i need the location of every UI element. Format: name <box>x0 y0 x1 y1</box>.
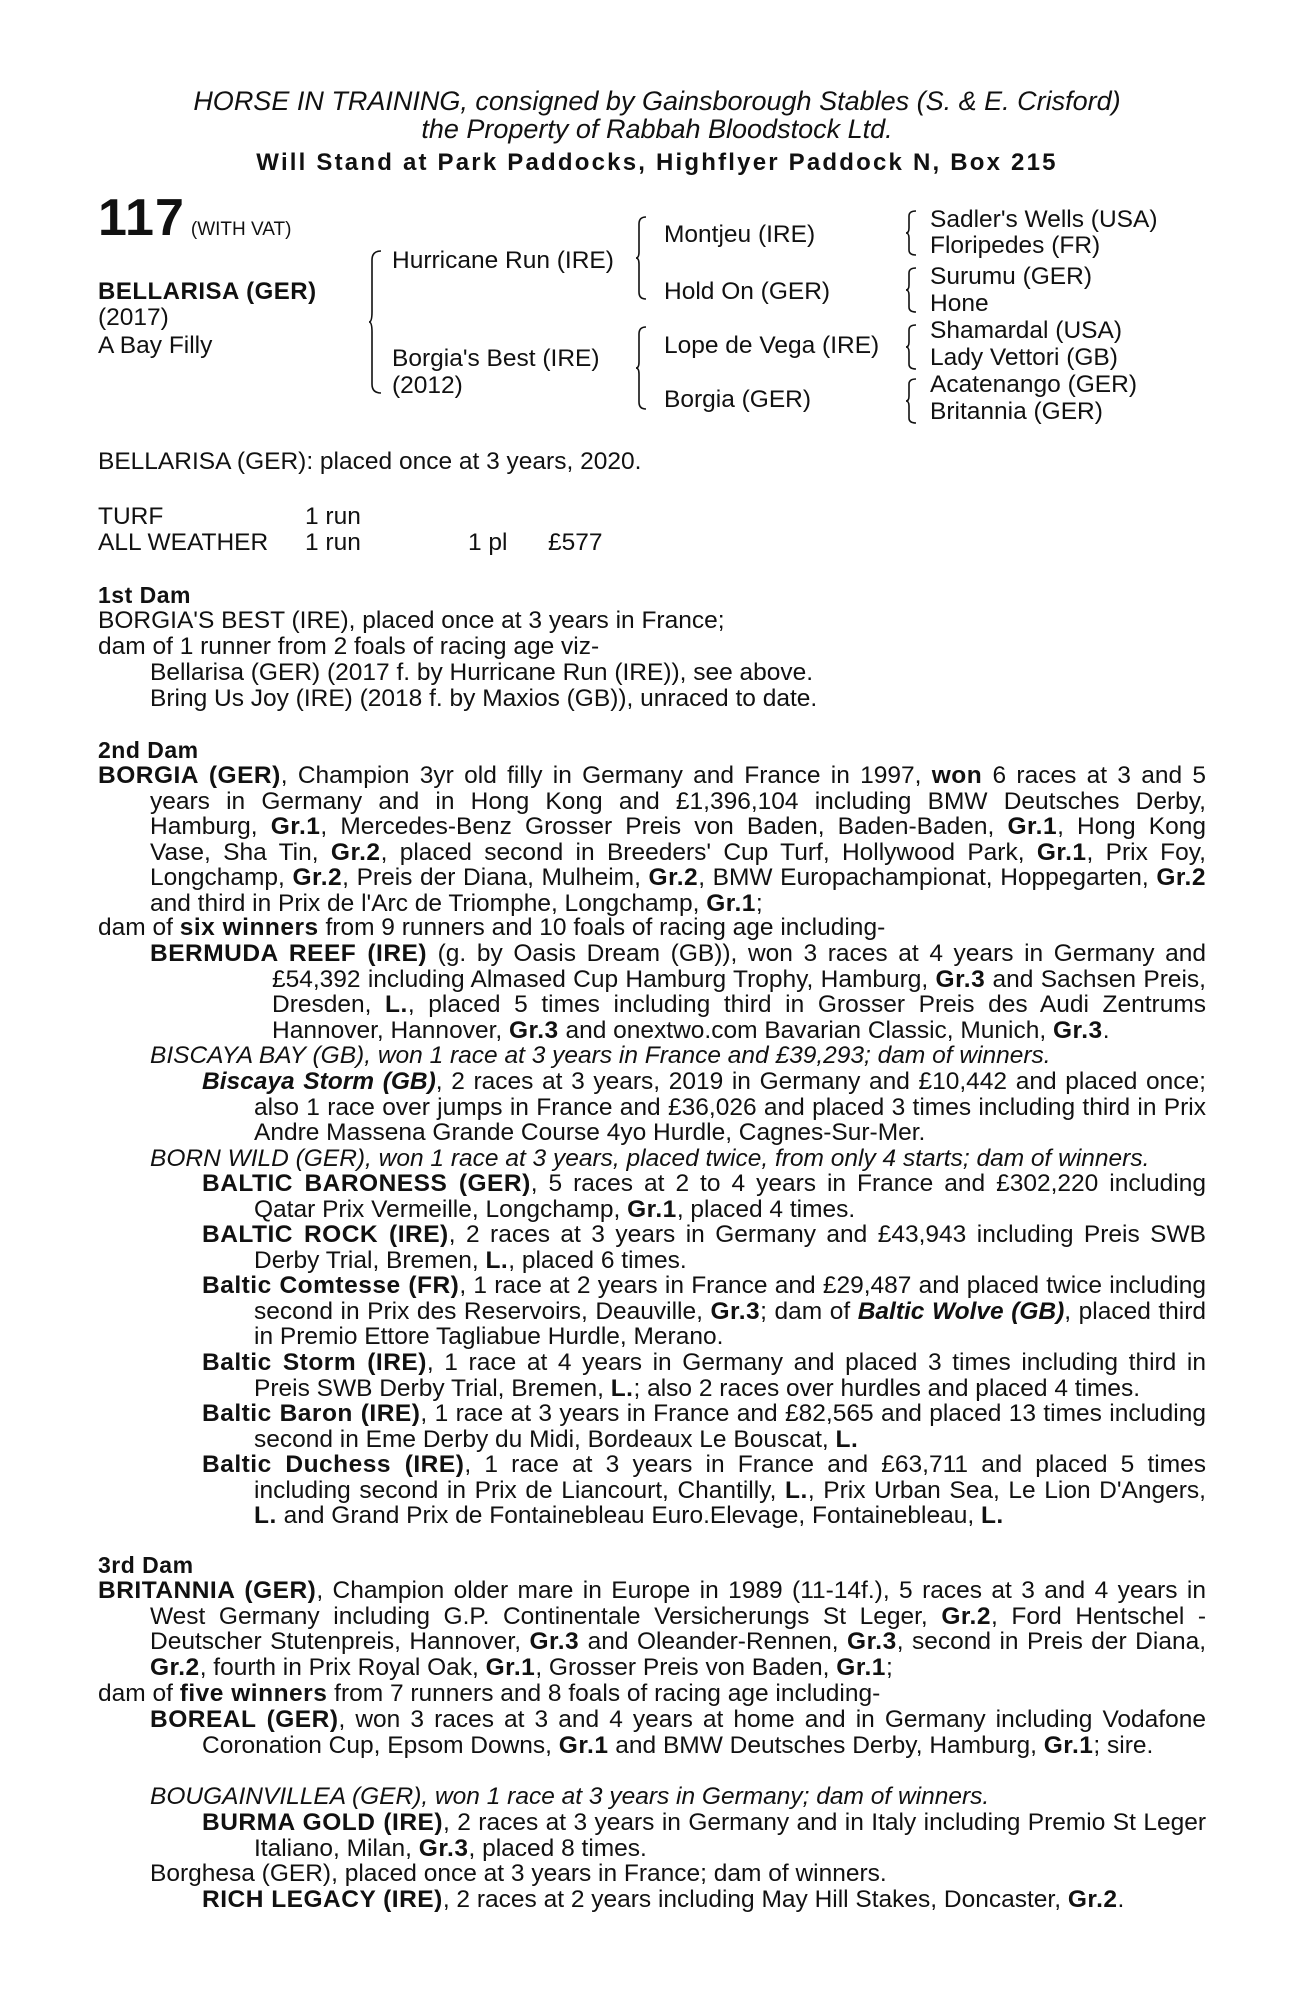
horse-name: BELLARISA (GER) <box>98 278 317 305</box>
pedigree-dam-sire: Lope de Vega (IRE) <box>664 332 880 359</box>
pedigree-bracket-main <box>369 250 383 394</box>
first-dam-produce-intro: dam of 1 runner from 2 foals of racing age viz- <box>98 633 600 660</box>
vat-label: (WITH VAT) <box>190 219 292 240</box>
third-dam-name: BRITANNIA (GER) <box>98 1577 317 1604</box>
consignor-line: HORSE IN TRAINING, consigned by Gainsborough Stables (S. & E. Crisford) <box>193 86 1121 116</box>
pedigree-bracket-g2 <box>906 267 918 313</box>
pedigree-sire: Hurricane Run (IRE) <box>392 247 614 274</box>
first-dam-heading: 1st Dam <box>98 582 191 608</box>
baltic-comtesse-entry: Baltic Comtesse (FR), 1 race at 2 years in France and £29,487 and placed twice including second in Prix des Reservoirs, Deauville, Gr.3; dam of Baltic Wolve (GB), placed third in Premio Ettore Tagliabue Hurdle, Merano. <box>202 1272 1207 1351</box>
aw-prize: £577 <box>548 529 603 556</box>
pedigree-g2: Floripedes (FR) <box>930 232 1101 259</box>
turf-label: TURF <box>98 503 164 530</box>
pedigree-bracket-g3 <box>906 324 918 370</box>
pedigree-bracket-dam <box>636 326 648 410</box>
baltic-baron-entry: Baltic Baron (IRE), 1 race at 3 years in France and £82,565 and placed 13 times including second in Eme Derby du Midi, Bordeaux Le Bouscat, L. <box>202 1400 1206 1453</box>
pedigree-dam: Borgia's Best (IRE) <box>392 345 600 372</box>
second-dam-name: BORGIA (GER) <box>98 762 281 789</box>
second-dam-produce-intro: dam of six winners from 9 runners and 10 foals of racing age including- <box>98 914 886 941</box>
pedigree-g3: Surumu (GER) <box>930 263 1093 290</box>
first-dam-produce-2: Bring Us Joy (IRE) (2018 f. by Maxios (GB)), unraced to date. <box>150 685 818 712</box>
baltic-rock-entry: BALTIC ROCK (IRE), 2 races at 3 years in Germany and £43,943 including Preis SWB Derby Trial, Bremen, L., placed 6 times. <box>202 1221 1206 1274</box>
pedigree-g1: Sadler's Wells (USA) <box>930 206 1158 233</box>
stand-line: Will Stand at Park Paddocks, Highflyer Paddock N, Box 215 <box>256 149 1058 176</box>
rich-legacy-entry: RICH LEGACY (IRE), 2 races at 2 years including May Hill Stakes, Doncaster, Gr.2. <box>202 1886 1125 1913</box>
pedigree-g4: Hone <box>930 290 989 317</box>
second-dam-heading: 2nd Dam <box>98 737 199 763</box>
horse-year: (2017) <box>98 304 169 331</box>
bermuda-reef-entry: BERMUDA REEF (IRE) (g. by Oasis Dream (GB)), won 3 races at 4 years in Germany and £54,392 including Almased Cup Hamburg Trophy, Hamburg, Gr.3 and Sachsen Preis, Dresden, L., placed 5 times including third in Grosser Preis des Audi Zentrums Hannover, Hannover, Gr.3 and onextwo.com Bavarian Classic, Munich, Gr.3. <box>150 940 1206 1044</box>
boreal-entry: BOREAL (GER), won 3 races at 3 and 4 years at home and in Germany including Vodafone Coronation Cup, Epsom Downs, Gr.1 and BMW Deutsches Derby, Hamburg, Gr.1; sire. <box>150 1706 1206 1759</box>
turf-runs: 1 run <box>305 503 361 530</box>
pedigree-sire-sire: Montjeu (IRE) <box>664 221 816 248</box>
pedigree-g6: Lady Vettori (GB) <box>930 344 1118 371</box>
third-dam-produce-intro: dam of five winners from 7 runners and 8 foals of racing age including- <box>98 1680 881 1707</box>
lot-number: 117 <box>98 189 185 247</box>
pedigree-g7: Acatenango (GER) <box>930 371 1137 398</box>
third-dam-main-paragraph: BRITANNIA (GER), Champion older mare in Europe in 1989 (11-14f.), 5 races at 3 and 4 years in West Germany including G.P. Continentale Versicherungs St Leger, Gr.2, Ford Hentschel - Deutscher Stutenpreis, Hannover, Gr.3 and Oleander-Rennen, Gr.3, second in Preis der Diana, Gr.2, fourth in Prix Royal Oak, Gr.1, Grosser Preis von Baden, Gr.1; <box>98 1577 1206 1681</box>
pedigree-dam-dam: Borgia (GER) <box>664 386 812 413</box>
baltic-storm-entry: Baltic Storm (IRE), 1 race at 4 years in Germany and placed 3 times including third in Preis SWB Derby Trial, Bremen, L.; also 2 races over hurdles and placed 4 times. <box>202 1349 1206 1402</box>
pedigree-bracket-sire <box>636 216 648 300</box>
aw-placed: 1 pl <box>468 529 508 556</box>
lot-number-block <box>98 189 292 247</box>
horse-description: A Bay Filly <box>98 332 213 359</box>
bougainvillea-entry: BOUGAINVILLEA (GER), won 1 race at 3 years in Germany; dam of winners. <box>150 1783 990 1810</box>
pedigree-g5: Shamardal (USA) <box>930 317 1122 344</box>
pedigree-bracket-g4 <box>906 378 918 424</box>
pedigree-bracket-g1 <box>906 210 918 256</box>
biscaya-storm-entry: Biscaya Storm (GB), 2 races at 3 years, 2019 in Germany and £10,442 and placed once; also 1 race over jumps in France and £36,026 and placed 3 times including third in Prix Andre Massena Grande Course 4yo Hurdle, Cagnes-Sur-Mer. <box>202 1068 1206 1147</box>
aw-label: ALL WEATHER <box>98 529 269 556</box>
aw-runs: 1 run <box>305 529 361 556</box>
first-dam-line: BORGIA'S BEST (IRE), placed once at 3 years in France; <box>98 607 725 634</box>
born-wild-entry: BORN WILD (GER), won 1 race at 3 years, placed twice, from only 4 starts; dam of winners. <box>150 1145 1150 1172</box>
borghesa-entry: Borghesa (GER), placed once at 3 years in France; dam of winners. <box>150 1860 887 1887</box>
first-dam-produce-1: Bellarisa (GER) (2017 f. by Hurricane Run (IRE)), see above. <box>150 659 814 686</box>
owner-line: the Property of Rabbah Bloodstock Ltd. <box>421 114 893 144</box>
burma-gold-entry: BURMA GOLD (IRE), 2 races at 3 years in Germany and in Italy including Premio St Leger Italiano, Milan, Gr.3, placed 8 times. <box>202 1809 1206 1862</box>
baltic-duchess-entry: Baltic Duchess (IRE), 1 race at 3 years in France and £63,711 and placed 5 times including second in Prix de Liancourt, Chantilly, L., Prix Urban Sea, Le Lion D'Angers, L. and Grand Prix de Fontainebleau Euro.Elevage, Fontainebleau, L. <box>202 1451 1206 1530</box>
baltic-baroness-entry: BALTIC BARONESS (GER), 5 races at 2 to 4 years in France and £302,220 including Qatar Prix Vermeille, Longchamp, Gr.1, placed 4 times. <box>202 1170 1206 1223</box>
pedigree-dam-year: (2012) <box>392 372 463 399</box>
pedigree-sire-dam: Hold On (GER) <box>664 278 831 305</box>
biscaya-bay-entry: BISCAYA BAY (GB), won 1 race at 3 years in France and £39,293; dam of winners. <box>150 1042 1051 1069</box>
race-summary: BELLARISA (GER): placed once at 3 years, 2020. <box>98 448 642 475</box>
third-dam-heading: 3rd Dam <box>98 1552 194 1578</box>
second-dam-main-paragraph: BORGIA (GER), Champion 3yr old filly in Germany and France in 1997, won 6 races at 3 and 5 years in Germany and in Hong Kong and £1,396,104 including BMW Deutsches Derby, Hamburg, Gr.1, Mercedes-Benz Grosser Preis von Baden, Baden-Baden, Gr.1, Hong Kong Vase, Sha Tin, Gr.2, placed second in Breeders' Cup Turf, Hollywood Park, Gr.1, Prix Foy, Longchamp, Gr.2, Preis der Diana, Mulheim, Gr.2, BMW Europachampionat, Hoppegarten, Gr.2 and third in Prix de l'Arc de Triomphe, Longchamp, Gr.1; <box>98 762 1206 917</box>
pedigree-g8: Britannia (GER) <box>930 398 1103 425</box>
